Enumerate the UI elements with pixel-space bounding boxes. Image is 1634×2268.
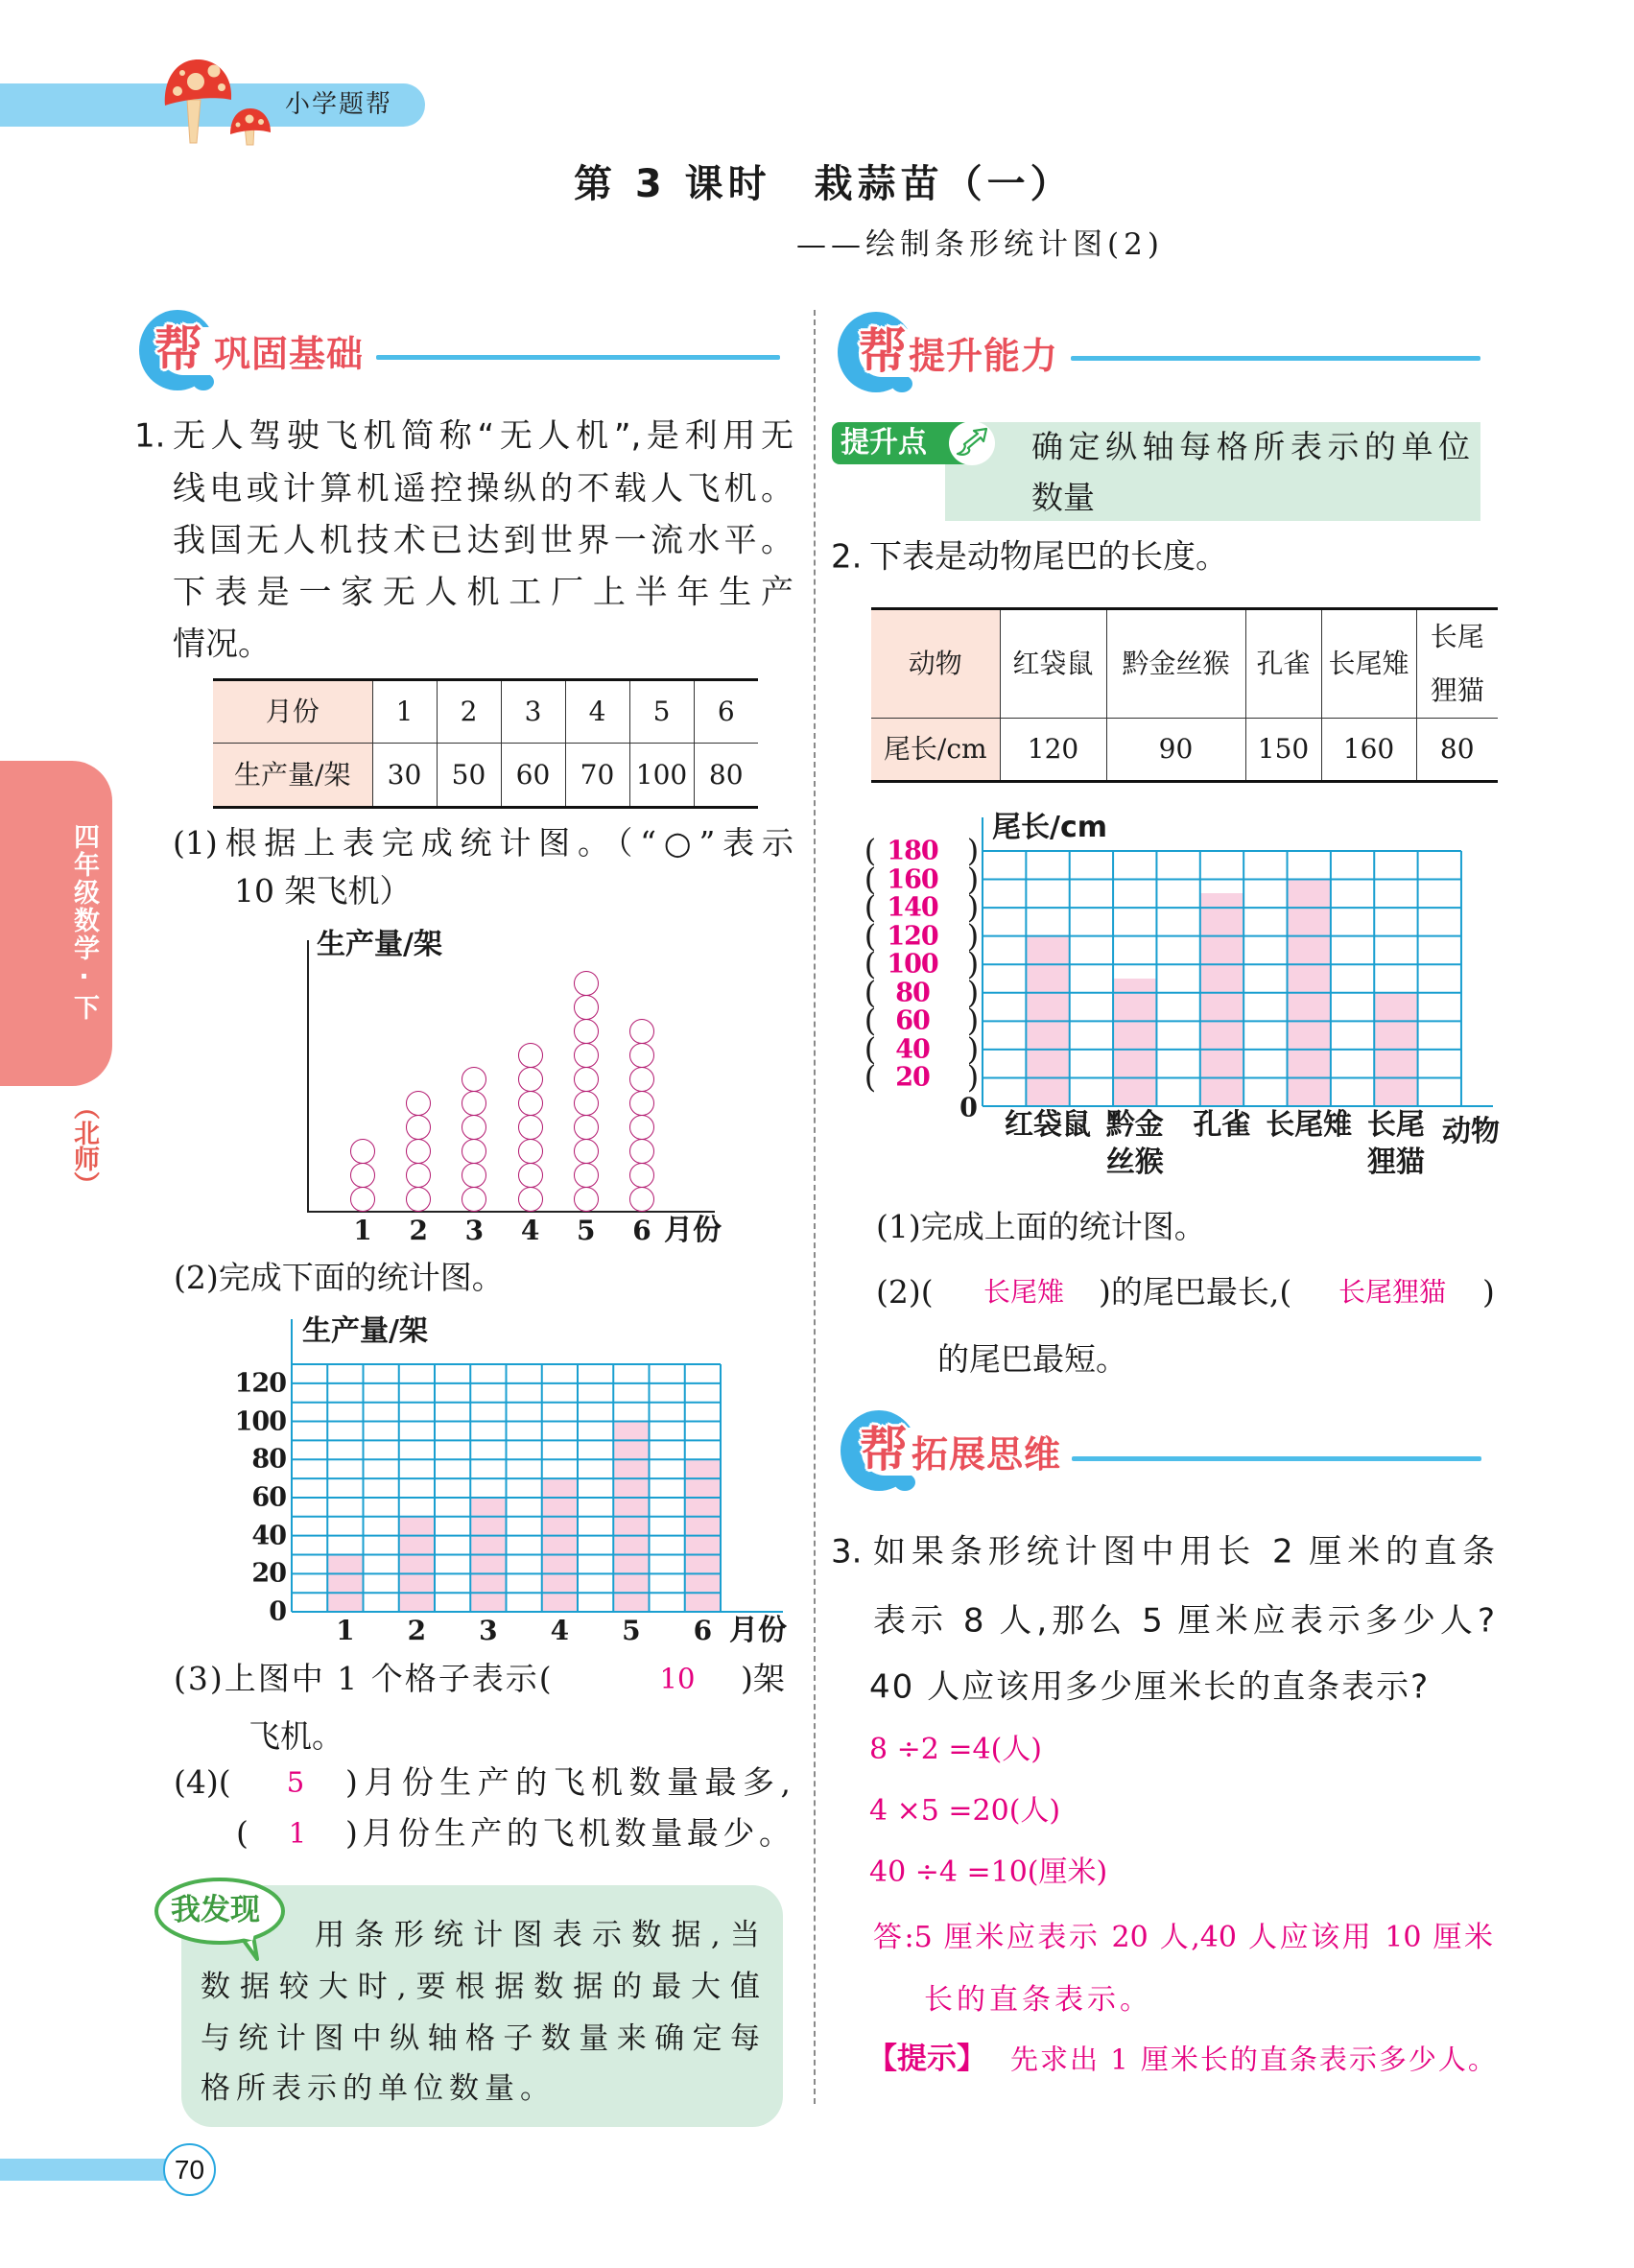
x-tick-label: 6 [632,1214,651,1246]
question-text-line: 无人驾驶飞机简称“无人机”,是利用无 [173,416,793,456]
question-text-line: 下表是一家无人机工厂上半年生产 [173,573,793,612]
answer-line: 答:5 厘米应表示 20 人,40 人应该用 10 厘米 [873,1920,1493,1954]
circle-symbol-icon [629,1187,654,1212]
blank-bracket-right: ) [966,917,980,955]
table-cell: 80 [1416,719,1498,782]
circle-symbol-icon [629,1163,654,1188]
y-tick-label: 80 [895,978,930,1008]
subquestion-1-line: 10 架飞机） [234,872,412,910]
tail-length-table [871,607,1498,783]
brand-name: 小学题帮 [285,90,393,120]
circle-symbol-icon [462,1067,486,1092]
subquestion-4-most-text: )月份生产的飞机数量最多, [345,1763,791,1802]
blank-bracket-left: ( [864,917,877,955]
table-cell: 150 [1245,719,1321,782]
table-row-label: 生产量/架 [213,744,372,808]
x-tick-label: 丝猴 [1105,1145,1164,1179]
question-number: 1. [134,416,166,456]
discovery-text-line: 与统计图中纵轴格子数量来确定每 [201,2021,760,2057]
section-title: 提升能力 [909,335,1059,377]
blank-bracket-left: ( [864,945,877,982]
section-title: 巩固基础 [214,333,365,375]
y-tick-label: 100 [234,1406,286,1437]
circle-symbol-icon [518,1115,543,1140]
y-tick-label: 20 [251,1558,286,1589]
table-header-cell: 长尾雉 [1321,609,1416,719]
section-divider-line [1072,1456,1481,1461]
y-zero-label: 0 [959,1093,977,1123]
question-text: 下表是动物尾巴的长度。 [869,537,1228,577]
circle-symbol-icon [629,1043,654,1068]
x-tick-label: 6 [693,1614,713,1646]
x-tick-label: 长尾 [1366,1107,1425,1142]
circle-symbol-icon [574,971,599,996]
production-table [213,678,758,809]
table-header-cell: 4 [565,680,629,744]
side-tab-edition: （北师） [69,1094,99,1197]
x-tick-label: 孔雀 [1193,1107,1251,1142]
x-axis-title: 月份 [664,1213,722,1247]
column-divider [814,310,816,2104]
question-number: 3. [831,1532,863,1571]
section-divider-line [376,355,780,360]
discovery-label: 我发现 [171,1893,260,1928]
x-tick-label: 狸猫 [1366,1145,1425,1179]
circle-symbol-icon [518,1067,543,1092]
x-tick-label: 3 [464,1214,485,1246]
tail-length-bar-chart [854,796,1516,1190]
blank-bracket-right: ) [966,1002,980,1039]
x-tick-label: 4 [520,1214,540,1246]
circle-symbol-icon [406,1115,431,1140]
blank-bracket-right: ) [966,888,980,926]
table-cell: 60 [501,744,565,808]
circle-symbol-icon [574,995,599,1020]
y-tick-label: 120 [887,921,938,952]
y-axis-title: 尾长/cm [992,810,1107,844]
blank-bracket-right: ) [966,832,980,869]
x-tick-label: 2 [407,1614,427,1646]
q2-subquestion-2-continuation: 的尾巴最短。 [937,1340,1127,1379]
section-title: 拓展思维 [912,1433,1062,1476]
table-header-cell: 动物 [871,609,1000,719]
hint-text: 先求出 1 厘米长的直条表示多少人。 [1010,2043,1498,2076]
x-tick-label: 4 [550,1614,570,1646]
table-header-cell: 孔雀 [1245,609,1321,719]
circle-symbol-icon [629,1139,654,1164]
subquestion-1-line: (1)根据上表完成统计图。（“○”表示 [173,824,793,862]
circle-symbol-icon [518,1043,543,1068]
solution-step: 8 ÷2 =4(人) [869,1732,1043,1766]
question-text-line: 我国无人机技术已达到世界一流水平。 [173,521,793,560]
circle-symbol-icon [518,1091,543,1116]
x-axis-title: 动物 [1442,1114,1500,1148]
table-header-cell: 2 [437,680,501,744]
tip-text-line: 数量 [1031,479,1095,517]
y-tick-label: 20 [895,1062,930,1093]
circle-symbol-icon [350,1187,375,1212]
circle-symbol-icon [574,1067,599,1092]
table-cell: 30 [372,744,437,808]
page-title: 第 3 课时 栽蒜苗（一） [574,162,1074,206]
question-text-line: 表示 8 人,那么 5 厘米应表示多少人? [873,1601,1495,1641]
section-header-basic [137,310,377,394]
y-tick-label: 0 [269,1596,286,1627]
circle-symbol-icon [518,1139,543,1164]
blank-bracket-left: ( [864,1030,877,1068]
subquestion-3-suffix: )架 [741,1660,785,1698]
x-tick-label: 5 [622,1614,641,1646]
y-tick-label: 160 [887,864,938,895]
x-tick-label: 黔金 [1105,1107,1164,1142]
blank-bracket-left: ( [864,888,877,926]
y-tick-label: 120 [234,1368,286,1399]
circle-symbol-icon [406,1187,431,1212]
solution-step: 4 ×5 =20(人) [869,1793,1061,1828]
circle-symbol-icon [629,1067,654,1092]
table-header-cell: 月份 [213,680,372,744]
arrow-up-right-icon [953,425,991,461]
question-text-line: 如果条形统计图中用长 2 厘米的直条 [873,1532,1495,1571]
circle-symbol-icon [406,1091,431,1116]
x-tick-label: 1 [336,1614,355,1646]
y-tick-label: 40 [895,1034,930,1065]
solution-step: 40 ÷4 =10(厘米) [869,1855,1108,1889]
y-tick-label: 60 [251,1482,286,1513]
circle-symbol-icon [574,1043,599,1068]
circle-symbol-icon [629,1115,654,1140]
y-axis-line [307,940,309,1212]
blank-bracket-left: ( [864,832,877,869]
circle-symbol-icon [462,1139,486,1164]
table-cell: 70 [565,744,629,808]
subquestion-3-prefix: (3)上图中 1 个格子表示( [174,1660,554,1698]
blank-bracket-right: ) [966,945,980,982]
q2-subquestion-2-mid: )的尾巴最长,( [1099,1273,1292,1311]
circle-symbol-icon [462,1115,486,1140]
blank-bracket-left: ( [864,1002,877,1039]
q2-subquestion-2-close: ) [1482,1273,1495,1311]
subquestion-3-continuation: 飞机。 [249,1717,343,1756]
discovery-text-line: 格所表示的单位数量。 [201,2071,556,2107]
table-cell: 100 [629,744,694,808]
section-badge: 帮 [154,321,202,377]
page-subtitle: ——绘制条形统计图(2) [796,227,1164,263]
section-divider-line [1071,356,1480,361]
table-header-cell: 3 [501,680,565,744]
page-number-badge [163,2143,216,2196]
blank-bracket-left: ( [864,861,877,898]
table-cell: 80 [694,744,758,808]
production-bar-chart [230,1305,806,1660]
table-header-cell: 长尾狸猫 [1416,609,1498,719]
circle-symbol-icon [574,1139,599,1164]
tip-text-line: 确定纵轴每格所表示的单位 [1031,428,1470,466]
circle-symbol-icon [406,1139,431,1164]
pictograph-chart [307,921,748,1252]
circle-symbol-icon [462,1091,486,1116]
question-text-line: 线电或计算机遥控操纵的不载人飞机。 [173,469,793,508]
circle-symbol-icon [629,1091,654,1116]
subquestion-4-open: ( [236,1814,249,1853]
discovery-text-line: 用条形统计图表示数据,当 [315,1918,760,1953]
section-badge: 帮 [859,323,907,379]
x-tick-label: 5 [577,1214,596,1246]
x-tick-label: 长尾雉 [1266,1107,1353,1142]
circle-symbol-icon [574,1163,599,1188]
section-header-improve [836,312,1076,396]
q2-subquestion-1: (1)完成上面的统计图。 [876,1208,1206,1246]
question-text-line: 情况。 [173,625,271,664]
circle-symbol-icon [462,1163,486,1188]
y-tick-label: 180 [887,836,938,866]
blank-bracket-left: ( [864,1059,877,1097]
circle-symbol-icon [462,1187,486,1212]
x-tick-label: 红袋鼠 [1005,1107,1092,1142]
y-tick-label: 40 [251,1521,286,1551]
blank-bracket-right: ) [966,974,980,1011]
x-axis-line [307,1211,715,1213]
answer-line: 长的直条表示。 [924,1982,1152,2017]
y-axis-title: 生产量/架 [302,1313,428,1348]
discovery-text-line: 数据较大时,要根据数据的最大值 [201,1970,760,2005]
circle-symbol-icon [574,1187,599,1212]
x-axis-title: 月份 [729,1613,787,1647]
x-tick-label: 2 [409,1214,428,1246]
blank-bracket-right: ) [966,1059,980,1097]
answer-most-month: 5 [286,1765,305,1799]
circle-symbol-icon [350,1163,375,1188]
answer-least-month: 1 [288,1816,307,1850]
side-tab-grade: 四年级数学·下 [69,823,99,1022]
circle-symbol-icon [629,1019,654,1044]
circle-symbol-icon [574,1115,599,1140]
table-cell: 50 [437,744,501,808]
y-tick-label: 60 [895,1005,930,1036]
y-axis-title: 生产量/架 [317,927,442,961]
table-cell: 90 [1106,719,1245,782]
table-cell: 120 [1000,719,1106,782]
table-row-label: 尾长/cm [871,719,1000,782]
table-cell: 160 [1321,719,1416,782]
table-header-cell: 6 [694,680,758,744]
question-number: 2. [831,537,863,577]
subquestion-4-least-text: )月份生产的飞机数量最少。 [345,1814,791,1853]
circle-symbol-icon [406,1163,431,1188]
y-tick-label: 80 [251,1444,286,1475]
circle-symbol-icon [350,1139,375,1164]
x-tick-label: 1 [353,1214,372,1246]
mushroom-logo-icon [161,56,278,148]
table-header-cell: 5 [629,680,694,744]
subquestion-4-prefix: (4)( [174,1763,231,1802]
section-header-extend [839,1410,1078,1495]
y-tick-label: 140 [887,892,938,923]
table-header-cell: 红袋鼠 [1000,609,1106,719]
table-header-cell: 1 [372,680,437,744]
circle-symbol-icon [518,1187,543,1212]
table-header-cell: 黔金丝猴 [1106,609,1245,719]
blank-bracket-right: ) [966,1030,980,1068]
answer-grid-unit: 10 [659,1662,696,1695]
x-tick-label: 3 [479,1614,498,1646]
blank-bracket-right: ) [966,861,980,898]
answer-longest-tail: 长尾雉 [983,1275,1065,1308]
circle-symbol-icon [574,1019,599,1044]
subquestion-2: (2)完成下面的统计图。 [174,1259,504,1297]
circle-symbol-icon [518,1163,543,1188]
y-tick-label: 100 [887,949,938,980]
page-number: 70 [174,2154,205,2185]
section-badge: 帮 [860,1422,908,1477]
hint-label: 【提示】 [867,2042,986,2077]
blank-bracket-left: ( [864,974,877,1011]
q2-subquestion-2-prefix: (2)( [876,1273,934,1311]
circle-symbol-icon [574,1091,599,1116]
answer-shortest-tail: 长尾狸猫 [1338,1275,1447,1308]
question-text-line: 40 人应该用多少厘米长的直条表示? [869,1667,1431,1707]
tip-label: 提升点 [841,425,927,460]
page-number-bar [0,2159,169,2181]
